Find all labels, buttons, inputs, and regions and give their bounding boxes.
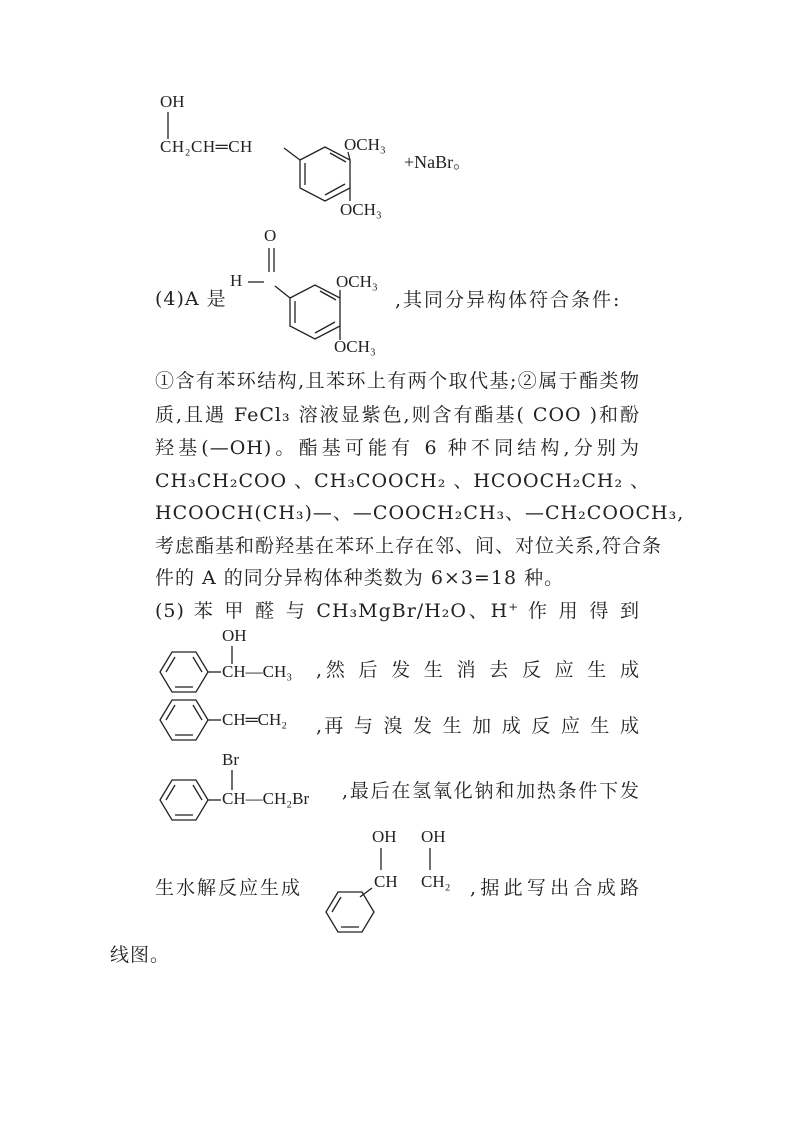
mol1-oh: OH bbox=[160, 92, 185, 111]
part4-ome-bottom: OCH₃ bbox=[334, 337, 376, 356]
part4-o: O bbox=[264, 226, 277, 245]
para4-line2: 质,且遇 FeCl₃ 溶液显紫色,则含有酯基( COO )和酚 bbox=[155, 404, 640, 426]
para4-line1: ①含有苯环结构,且苯环上有两个取代基;②属于酯类物 bbox=[155, 370, 640, 392]
mol1-ome-bottom: OCH₃ bbox=[340, 200, 382, 219]
m1-text: ,然 后 发 生 消 去 反 应 生 成 bbox=[316, 659, 640, 681]
part5-line1: (5) 苯 甲 醛 与 CH₃MgBr/H₂O、H⁺ 作 用 得 到 bbox=[155, 600, 640, 622]
m4-ch2: CH₂ bbox=[421, 872, 451, 891]
m2-text: ,再 与 溴 发 生 加 成 反 应 生 成 bbox=[316, 715, 640, 737]
m3-br: Br bbox=[222, 750, 239, 769]
m4-ch: CH bbox=[374, 872, 398, 891]
para4-line6: 考虑酯基和酚羟基在苯环上存在邻、间、对位关系,符合条 bbox=[155, 535, 663, 557]
m1-ch: CH—CH₃ bbox=[222, 662, 293, 681]
m3-text: ,最后在氢氧化钠和加热条件下发 bbox=[342, 780, 640, 802]
m2-ch: CH═CH₂ bbox=[222, 710, 288, 729]
m4-prefix: 生水解反应生成 bbox=[155, 877, 303, 899]
structure-phenyl-ethanediol bbox=[0, 0, 1, 1]
mol1-chain: CH₂CH═CH bbox=[160, 137, 253, 156]
para4-line7: 件的 A 的同分异构体种类数为 6×3=18 种。 bbox=[155, 567, 565, 589]
para4-line5: HCOOCH(CH₃)—、—COOCH₂CH₃、—CH₂COOCH₃, bbox=[155, 502, 685, 524]
mol1-ome-top: OCH₃ bbox=[344, 135, 386, 154]
part5-last: 线图。 bbox=[110, 944, 171, 966]
para4-line4: CH₃CH₂COO 、CH₃COOCH₂ 、HCOOCH₂CH₂ 、 bbox=[155, 470, 651, 492]
m4-text: ,据此写出合成路 bbox=[470, 877, 640, 899]
part4-prefix: (4)A 是 bbox=[155, 288, 227, 310]
part4-suffix: ,其同分异构体符合条件: bbox=[395, 289, 622, 311]
part4-ome-top: OCH₃ bbox=[336, 272, 378, 291]
m3-ch: CH—CH₂Br bbox=[222, 789, 310, 808]
m4-oh1: OH bbox=[372, 827, 397, 846]
para4-line3: 羟基(—OH)。酯基可能有 6 种不同结构,分别为 bbox=[155, 437, 640, 459]
mol1-suffix: +NaBr。 bbox=[404, 152, 472, 172]
m1-oh: OH bbox=[222, 626, 247, 645]
part4-h: H bbox=[230, 271, 243, 290]
m4-oh2: OH bbox=[421, 827, 446, 846]
